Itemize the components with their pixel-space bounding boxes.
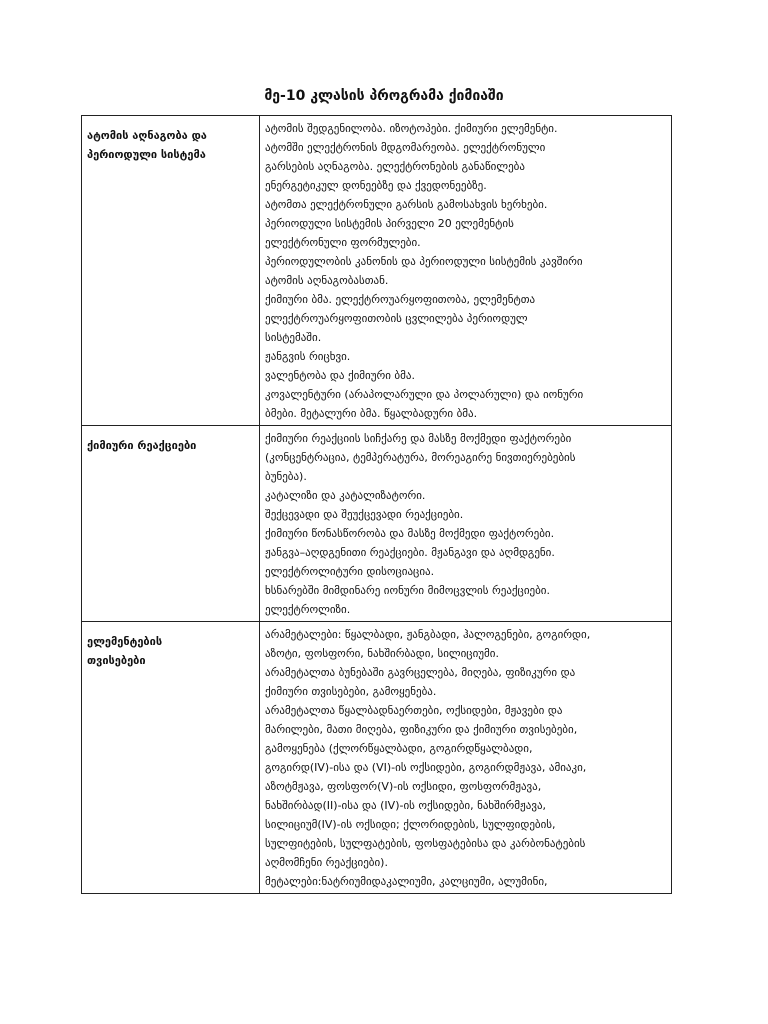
table-row: [82, 426, 672, 622]
topic-cell: [82, 622, 260, 894]
content-line: გამოყენება (ქლორწყალბადი, გოგირდწყალბადი,: [265, 742, 533, 755]
content-line: ელექტროლიტური დისოციაცია.: [265, 565, 435, 578]
content-line: პერიოდული სისტემის პირველი 20 ელემენტის: [265, 217, 514, 230]
content-line: ატომის შედგენილობა. იზოტოპები. ქიმიური ელემენტი.: [265, 122, 558, 135]
content-line: შექცევადი და შეუქცევადი რეაქციები.: [265, 508, 464, 521]
content-line: ატომში ელექტრონის მდგომარეობა. ელექტრონული: [265, 141, 546, 154]
content-line: ქიმიური წონასწორობა და მასზე მოქმედი ფაქტორები.: [265, 527, 555, 540]
content-line: პერიოდულობის კანონის და პერიოდული სისტემის კავშირი: [265, 255, 583, 268]
topic-line: ატომის აღნაგობა და: [87, 129, 207, 142]
topic-line: ელემენტების: [87, 635, 163, 648]
table-body: [82, 116, 672, 894]
content-line: ნახშირბად(II)-ისა და (IV)-ის ოქსიდები, ნახშირმჟავა,: [265, 799, 547, 812]
content-line: აზოტმჟავა, ფოსფორ(V)-ის ოქსიდი, ფოსფორმჟავა,: [265, 780, 542, 793]
topic-line: პერიოდული სისტემა: [87, 148, 206, 161]
content-line: მეტალები:ნატრიუმიდაკალიუმი, კალციუმი, ალუმინი,: [265, 875, 548, 888]
content-line: ჟანგვა–აღდგენითი რეაქციები. მჟანგავი და აღმდგენი.: [265, 546, 555, 559]
curriculum-table: [81, 115, 672, 894]
content-line: არამეტალები: წყალბადი, ჟანგბადი, ჰალოგენები, გოგირდი,: [265, 628, 591, 641]
content-line: არამეტალთა წყალბადნაერთები, ოქსიდები, მჟავები და: [265, 704, 563, 717]
topic-cell: [82, 426, 260, 622]
content-line: მარილები, მათი მიღება, ფიზიკური და ქიმიური თვისებები,: [265, 723, 578, 736]
content-line: გარსების აღნაგობა. ელექტრონების განაწილება: [265, 160, 525, 173]
content-line: აზოტი, ფოსფორი, ნახშირბადი, სილიციუმი.: [265, 647, 499, 660]
table-row: [82, 622, 672, 894]
content-line: ბმები. მეტალური ბმა. წყალბადური ბმა.: [265, 407, 478, 420]
topic-line: თვისებები: [87, 654, 146, 667]
content-line: (კონცენტრაცია, ტემპერატურა, მორეაგირე ნივთიერებების: [265, 451, 576, 464]
content-cell: [260, 622, 672, 894]
content-line: ბუნება).: [265, 470, 307, 483]
content-line: ელექტროუარყოფითობის ცვლილება პერიოდულ: [265, 312, 528, 325]
content-line: აღმომჩენი რეაქციები).: [265, 856, 388, 869]
content-line: ქიმიური თვისებები, გამოყენება.: [265, 685, 437, 698]
content-line: არამეტალთა ბუნებაში გავრცელება, მიღება, ფიზიკური და: [265, 666, 576, 679]
content-line: გოგირდ(IV)-ისა და (VI)-ის ოქსიდები, გოგირდმჟავა, ამიაკი,: [265, 761, 587, 774]
table-row: [82, 116, 672, 426]
content-line: ქიმიური ბმა. ელექტროუარყოფითობა, ელემენტთა: [265, 293, 536, 306]
content-cell: [260, 116, 672, 426]
content-line: ჟანგვის რიცხვი.: [265, 350, 351, 363]
content-line: ვალენტობა და ქიმიური ბმა.: [265, 369, 415, 382]
content-line: ენერგეტიკულ დონეებზე და ქვედონეებზე.: [265, 179, 487, 192]
content-line: ელექტროლიზი.: [265, 603, 351, 616]
content-line: სისტემაში.: [265, 331, 322, 344]
topic-line: ქიმიური რეაქციები: [87, 439, 197, 452]
content-line: კატალიზი და კატალიზატორი.: [265, 489, 426, 502]
content-line: ხსნარებში მიმდინარე იონური მიმოცვლის რეაქციები.: [265, 584, 550, 597]
content-cell: [260, 426, 672, 622]
content-line: ატომთა ელექტრონული გარსის გამოსახვის ხერხები.: [265, 198, 548, 211]
content-line: სულფიტების, სულფატების, ფოსფატებისა და კარბონატების: [265, 837, 586, 850]
content-line: ელექტრონული ფორმულები.: [265, 236, 421, 249]
content-line: ქიმიური რეაქციის სიჩქარე და მასზე მოქმედი ფაქტორები: [265, 432, 572, 445]
content-line: კოვალენტური (არაპოლარული და პოლარული) და იონური: [265, 388, 584, 401]
content-line: ატომის აღნაგობასთან.: [265, 274, 389, 287]
topic-cell: [82, 116, 260, 426]
content-line: სილიციუმ(IV)-ის ოქსიდი; ქლორიდების, სულფიდების,: [265, 818, 556, 831]
page-title: მე-10 კლასის პროგრამა ქიმიაში: [264, 88, 504, 104]
